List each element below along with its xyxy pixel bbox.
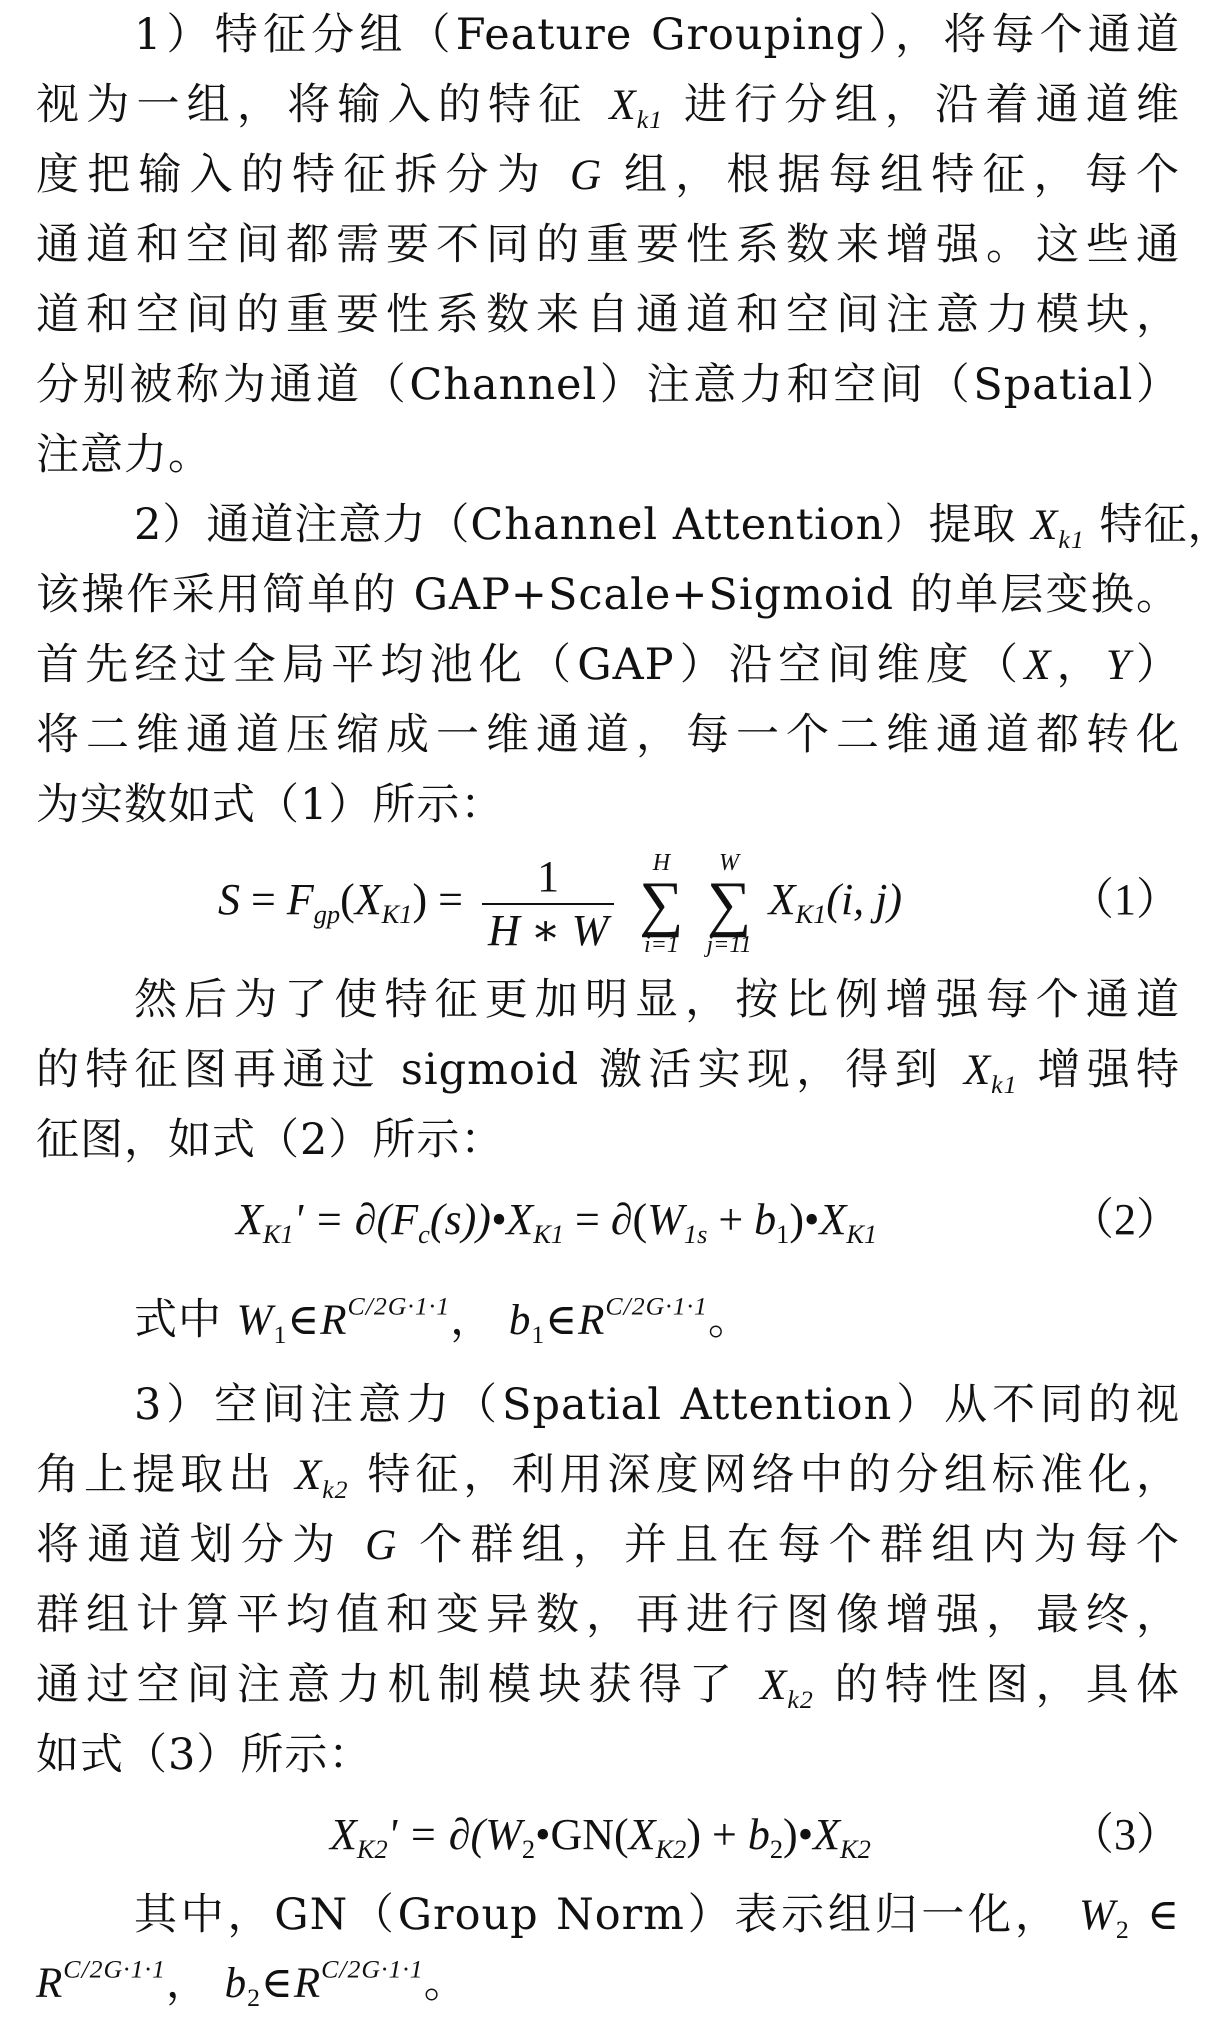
p1-line-4: 通道和空间都需要不同的重要性系数来增强。这些通 bbox=[36, 220, 1180, 270]
p4-line-2: 角上提取出 $X_{k2}$ 特征，利用深度网络中的分组标准化， bbox=[36, 1450, 1181, 1505]
p3-line-2: 的特征图再通过 sigmoid 激活实现，得到 $X_{k1}$ 增强特 bbox=[36, 1045, 1181, 1100]
eq2-note: 式中 $W_1\in R^{C/2G\cdot 1\cdot 1}$， $b_1\in R^{C/2G\cdot 1\cdot 1}$。 bbox=[134, 1291, 752, 1350]
equation-3: $X_{K2}'$ = $\partial(W_2•GN(X_{K2})$ + $b_2)•X_{K2}$ bbox=[330, 1810, 871, 1865]
fraction-1-over-hw: $\frac{1}{H ∗ W}$ bbox=[482, 851, 614, 957]
p2-line-5: 为实数如式（1）所示： bbox=[36, 780, 505, 830]
var-x-k1: $X_{k1}$ bbox=[609, 82, 664, 135]
p1-line-1: 1）特征分组（Feature Grouping），将每个通道 bbox=[134, 10, 1180, 60]
equation-1-number: （1） bbox=[1070, 875, 1180, 924]
p4-line-6: 如式（3）所示： bbox=[36, 1730, 373, 1780]
var-x-k1: $X_{k1}$ bbox=[1031, 502, 1085, 555]
p5-line-2: $R^{C/2G\cdot 1\cdot 1}$， $b_2\in R^{C/2G\cdot 1\cdot 1}$。 bbox=[36, 1954, 468, 2013]
p4-line-1: 3）空间注意力（Spatial Attention）从不同的视 bbox=[134, 1380, 1180, 1430]
p5-line-1: 其中，GN（Group Norm）表示组归一化， $W_2$ ∈ bbox=[134, 1890, 1181, 1945]
sum-i: H ∑ i=1 bbox=[639, 849, 684, 958]
p2-line-3: 首先经过全局平均池化（GAP）沿空间维度（X，Y） bbox=[36, 640, 1180, 690]
p4-line-5: 通过空间注意力机制模块获得了 $X_{k2}$ 的特性图，具体 bbox=[36, 1660, 1181, 1715]
p2-line-2: 该操作采用简单的 GAP+Scale+Sigmoid 的单层变换。 bbox=[36, 570, 1180, 620]
var-g: G bbox=[569, 152, 603, 199]
equation-1: $S = F_{gp}(X_{K1})$ = $\frac{1}{H ∗ W}$ H ∑ i=1 W ∑ j=11 $X_{K1}(i$, j) bbox=[218, 849, 903, 958]
p1-line-3: 度把输入的特征拆分为 G 组，根据每组特征，每个 bbox=[36, 150, 1181, 200]
sum-j: W ∑ j=11 bbox=[706, 849, 752, 958]
p2-line-4: 将二维通道压缩成一维通道，每一个二维通道都转化 bbox=[36, 710, 1180, 760]
p3-line-1: 然后为了使特征更加明显，按比例增强每个通道 bbox=[134, 975, 1180, 1025]
p4-line-3: 将通道划分为 G 个群组，并且在每个群组内为每个 bbox=[36, 1520, 1181, 1570]
equation-3-number: （3） bbox=[1070, 1810, 1180, 1859]
p1-line-6: 分别被称为通道（Channel）注意力和空间（Spatial） bbox=[36, 360, 1180, 410]
equation-2-number: （2） bbox=[1070, 1195, 1180, 1244]
p4-line-4: 群组计算平均值和变异数，再进行图像增强，最终， bbox=[36, 1590, 1180, 1640]
p2-line-1: 2）通道注意力（Channel Attention）提取 $X_{k1}$ 特征， bbox=[134, 500, 1231, 555]
p1-line-2: 视为一组，将输入的特征 $X_{k1}$ 进行分组，沿着通道维 bbox=[36, 80, 1181, 135]
p1-line-5: 道和空间的重要性系数来自通道和空间注意力模块， bbox=[36, 290, 1180, 340]
equation-2: $X_{K1}'$ = $\partial(F_c(s))•X_{K1} = \partial(W_{1s}$ + $b_1)•X_{K1}$ bbox=[236, 1195, 878, 1250]
p1-line-7: 注意力。 bbox=[36, 430, 212, 480]
p3-line-3: 征图，如式（2）所示： bbox=[36, 1115, 505, 1165]
